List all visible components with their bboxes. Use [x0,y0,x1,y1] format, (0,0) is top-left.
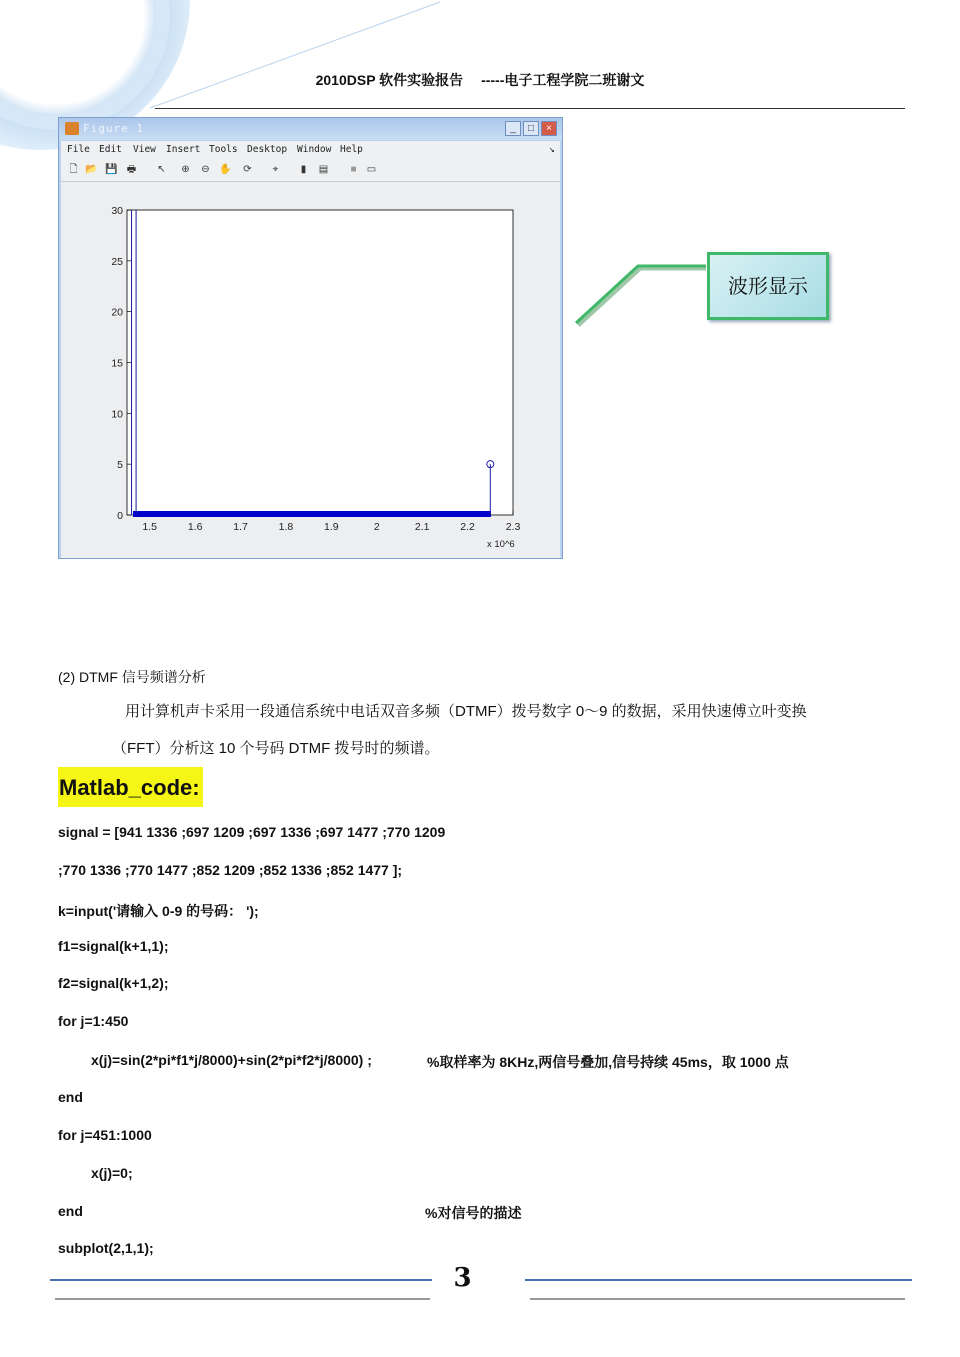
y-tick-label: 15 [111,357,123,370]
code-line: subplot(2,1,1); [58,1240,154,1256]
code-line: end [58,1203,83,1219]
page-header-title: 2010DSP 软件实验报告 -----电子工程学院二班谢文 [315,72,645,88]
callout-pointer [560,250,720,340]
x-tick-label: 1.9 [324,521,339,533]
menu-view[interactable]: View [133,144,156,155]
show-plot-tools-icon[interactable]: ▭ [366,164,377,175]
y-tick-label: 0 [117,510,123,522]
code-line: for j=1:450 [58,1013,129,1029]
figure-canvas [61,182,560,558]
window-titlebar[interactable] [59,118,562,140]
waveform-callout: 波形显示 [707,252,829,320]
plot-area [127,210,513,515]
x-tick-label: 1.7 [233,521,248,533]
x-tick-label: 2.2 [460,521,475,533]
x-tick-label: 1.8 [278,521,294,533]
y-tick-label: 20 [111,306,123,319]
menu-bar [61,141,560,159]
menu-tools[interactable]: Tools [209,144,238,155]
menu-window[interactable]: Window [297,144,332,155]
new-icon[interactable]: 🗋 [69,164,78,175]
code-line: for j=451:1000 [58,1127,152,1143]
rotate-icon[interactable]: ⟳ [243,164,252,175]
x-multiplier-label: x 10^6 [487,539,515,550]
print-icon[interactable]: 🖶 [126,164,137,175]
colorbar-icon[interactable]: ▮ [300,164,307,175]
x-tick-label: 2 [373,521,380,533]
code-line: x(j)=0; [91,1165,133,1181]
matlab-code-label: Matlab_code: [58,767,203,807]
data-cursor-icon[interactable]: ⌖ [272,164,279,175]
code-line: x(j)=sin(2*pi*f1*j/8000)+sin(2*pi*f2*j/8000) ; [91,1052,372,1068]
hide-plot-tools-icon[interactable]: ■ [350,164,357,175]
menu-help[interactable]: Help [340,144,363,155]
menu-dock-arrow-icon[interactable]: ↘ [549,144,555,155]
minimize-button[interactable]: _ [505,121,521,136]
code-line: f2=signal(k+1,2); [58,975,169,991]
toolbar [61,159,560,182]
paragraph-line-1: 用计算机声卡采用一段通信系统中电话双音多频（DTMF）拨号数字 0～9 的数据，采用快速傅立叶变换 [125,703,807,720]
x-tick-label: 2.3 [505,521,521,533]
matlab-figure-window [58,117,563,559]
window-title: Figure 1 [83,122,144,135]
menu-edit[interactable]: Edit [99,144,122,155]
y-tick-label: 25 [111,255,123,268]
code-line: signal = [941 1336 ;697 1209 ;697 1336 ;697 1477 ;770 1209 [58,824,446,840]
x-tick-label: 2.1 [414,521,430,533]
menu-insert[interactable]: Insert [166,144,201,155]
code-line: f1=signal(k+1,1); [58,938,169,954]
zoom-out-icon[interactable]: ⊖ [201,164,210,175]
zoom-in-icon[interactable]: ⊕ [181,164,190,175]
code-comment: %取样率为 8KHz,两信号叠加,信号持续 45ms，取 1000 点 [427,1054,789,1070]
code-line: end [58,1089,83,1105]
y-tick-label: 10 [111,408,123,421]
save-icon[interactable]: 💾 [105,164,118,175]
y-tick-label: 5 [117,459,123,472]
y-tick-label: 30 [111,205,123,217]
pointer-icon[interactable]: ↖ [157,164,166,175]
close-button[interactable]: × [541,121,557,136]
menu-desktop[interactable]: Desktop [247,144,288,155]
maximize-button[interactable]: □ [523,121,539,136]
page-number: 3 [453,1263,472,1293]
pan-icon[interactable]: ✋ [219,164,232,175]
legend-icon[interactable]: ▤ [318,164,329,175]
section-heading: (2) DTMF 信号频谱分析 [58,669,206,685]
x-tick-label: 1.6 [187,521,203,533]
code-comment: %对信号的描述 [425,1205,522,1221]
header-rule [155,108,905,109]
menu-file[interactable]: File [67,144,90,155]
open-icon[interactable]: 📂 [85,164,98,175]
paragraph-line-2: （FFT）分析这 10 个号码 DTMF 拨号时的频谱。 [112,740,440,757]
x-tick-label: 1.5 [142,521,158,533]
code-line: k=input('请输入 0-9 的号码： '); [58,903,259,919]
matlab-logo-icon [65,122,79,135]
stem-plot [61,182,560,558]
code-line: ;770 1336 ;770 1477 ;852 1209 ;852 1336 ;852 1477 ]; [58,862,403,878]
